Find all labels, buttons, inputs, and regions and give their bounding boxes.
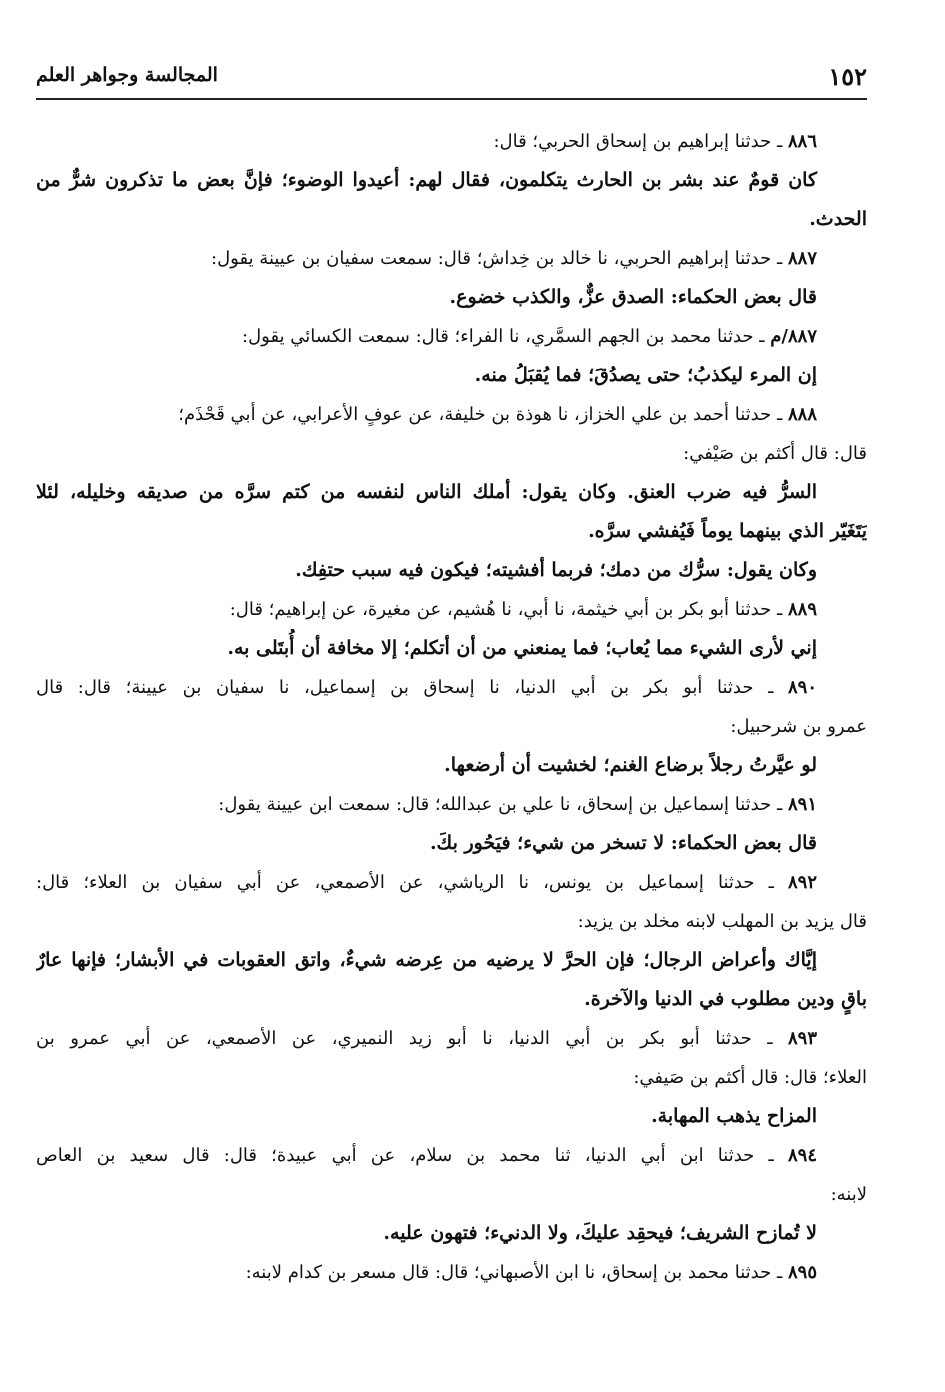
hadith-number: ٨٨٦	[787, 131, 817, 152]
hadith-894-isnad: ٨٩٤ ـ حدثنا ابن أبي الدنيا، ثنا محمد بن سلام، عن أبي عبيدة؛ قال: قال سعيد بن العاص	[36, 1145, 817, 1166]
hadith-number: ٨٩٥	[787, 1262, 817, 1283]
hadith-892-isnad: ٨٩٢ ـ حدثنا إسماعيل بن يونس، نا الرياشي، عن الأصمعي، عن أبي سفيان بن العلاء؛ قال:	[36, 872, 817, 893]
hadith-889-isnad: ٨٨٩ ـ حدثنا أبو بكر بن أبي خيثمة، نا أبي، نا هُشيم، عن مغيرة، عن إبراهيم؛ قال:	[229, 599, 817, 620]
hadith-887m-matn: إن المرء ليكذبُ؛ حتى يصدُقَ؛ فما يُقبَلُ منه.	[474, 364, 817, 386]
hadith-number: ٨٩٣	[787, 1028, 817, 1049]
hadith-886-matn-cont: الحدث.	[809, 208, 867, 230]
hadith-888-matn-2: وكان يقول: سرُّك من دمك؛ فربما أفشيته؛ فيكون فيه سبب حتفِك.	[295, 559, 817, 581]
hadith-number: ٨٨٧	[787, 248, 817, 269]
hadith-number: ٨٩٢	[787, 872, 817, 893]
hadith-889-matn: إني لأرى الشيء مما يُعاب؛ فما يمنعني من أن أتكلم؛ إلا مخافة أن أُبتَلى به.	[227, 637, 817, 659]
hadith-891-isnad: ٨٩١ ـ حدثنا إسماعيل بن إسحاق، نا علي بن عبدالله؛ قال: سمعت ابن عيينة يقول:	[218, 794, 817, 815]
hadith-888-isnad-cont: قال: قال أكثم بن صَيْفي:	[683, 443, 867, 464]
hadith-890-isnad: ٨٩٠ ـ حدثنا أبو بكر بن أبي الدنيا، نا إسحاق بن إسماعيل، نا سفيان بن عيينة؛ قال: قال	[36, 677, 817, 698]
hadith-number: ٨٨٧/م	[770, 326, 817, 347]
hadith-893-matn: المزاح يذهب المهابة.	[651, 1105, 817, 1127]
hadith-887-isnad: ٨٨٧ ـ حدثنا إبراهيم الحربي، نا خالد بن خِداش؛ قال: سمعت سفيان بن عيينة يقول:	[211, 248, 817, 269]
hadith-886-matn: كان قومٌ عند بشر بن الحارث يتكلمون، فقال لهم: أعيدوا الوضوء؛ فإنَّ بعض ما تذكرون شرٌّ من	[36, 169, 817, 191]
hadith-895-isnad: ٨٩٥ ـ حدثنا محمد بن إسحاق، نا ابن الأصبهاني؛ قال: قال مسعر بن كدام لابنه:	[245, 1262, 817, 1283]
hadith-893-isnad: ٨٩٣ ـ حدثنا أبو بكر بن أبي الدنيا، نا أبو زيد النميري، عن الأصمعي، عن أبي عمرو بن	[36, 1028, 817, 1049]
hadith-888-matn: السرُّ فيه ضرب العنق. وكان يقول: أملك الناس لنفسه من كتم سرَّه من صديقه وخليله، لئلا	[36, 481, 817, 503]
hadith-892-matn: إيَّاك وأعراض الرجال؛ فإن الحرَّ لا يرضيه من عِرضه شيءٌ، واتق العقوبات في الأبشار؛ فإنها عارٌ	[36, 949, 817, 971]
hadith-892-matn-cont: باقٍ ودين مطلوب في الدنيا والآخرة.	[584, 988, 867, 1010]
hadith-894-matn: لا تُمازح الشريف؛ فيحقِد عليكَ، ولا الدنيء؛ فتهون عليه.	[383, 1222, 817, 1244]
hadith-893-isnad-cont: العلاء؛ قال: قال أكثم بن صَيفي:	[633, 1067, 867, 1088]
hadith-number: ٨٨٨	[787, 404, 817, 425]
hadith-number: ٨٩٤	[787, 1145, 817, 1166]
book-title: المجالسة وجواهر العلم	[36, 64, 218, 86]
running-header	[36, 58, 867, 100]
hadith-number: ٨٨٩	[787, 599, 817, 620]
page-number: ١٥٢	[828, 62, 867, 91]
hadith-887m-isnad: ٨٨٧/م ـ حدثنا محمد بن الجهم السمَّري، نا الفراء؛ قال: سمعت الكسائي يقول:	[242, 326, 817, 347]
hadith-888-isnad: ٨٨٨ ـ حدثنا أحمد بن علي الخزاز، نا هوذة بن خليفة، عن عوفٍ الأعرابي، عن أبي قَحْذَم؛	[178, 404, 817, 425]
hadith-891-matn: قال بعض الحكماء: لا تسخر من شيء؛ فيَحُور بكَ.	[429, 832, 817, 854]
hadith-887-matn: قال بعض الحكماء: الصدق عزٌّ، والكذب خضوع.	[449, 286, 817, 308]
hadith-886-isnad: ٨٨٦ ـ حدثنا إبراهيم بن إسحاق الحربي؛ قال:	[493, 131, 817, 152]
hadith-890-isnad-cont: عمرو بن شرحبيل:	[730, 716, 867, 737]
hadith-894-isnad-cont: لابنه:	[830, 1184, 867, 1205]
hadith-890-matn: لو عيَّرتُ رجلاً برضاع الغنم؛ لخشيت أن أرضعها.	[444, 754, 817, 776]
body-text	[36, 122, 867, 1292]
hadith-number: ٨٩١	[787, 794, 817, 815]
hadith-892-isnad-cont: قال يزيد بن المهلب لابنه مخلد بن يزيد:	[577, 911, 867, 932]
hadith-number: ٨٩٠	[787, 677, 817, 698]
hadith-888-matn-cont: يَتَغَيّر الذي بينهما يوماً فَيُفشي سرَّه.	[588, 520, 867, 542]
